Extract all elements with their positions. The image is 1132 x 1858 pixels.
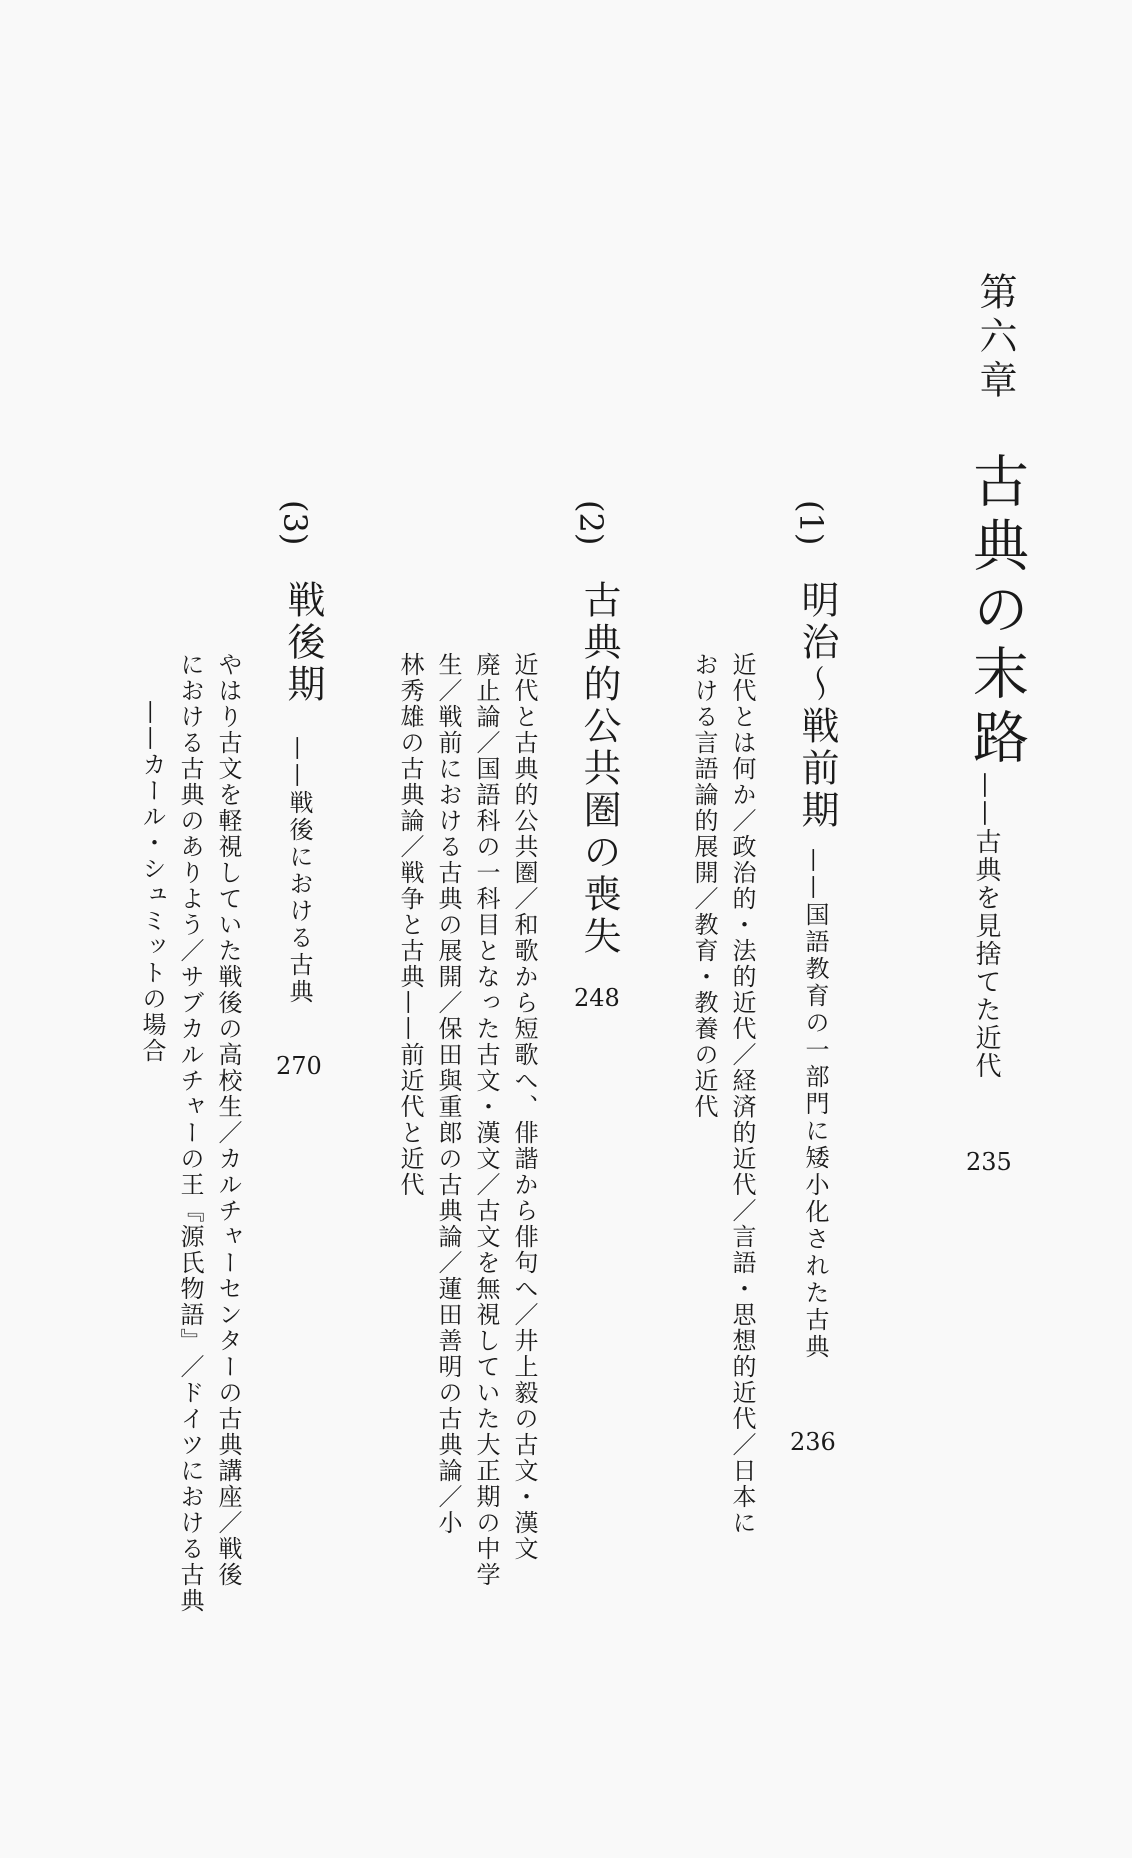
section-title-2: 古典的公共圏の喪失 — [577, 580, 621, 958]
section-page-number-3: 270 — [276, 1052, 322, 1080]
section-title-1: 明治〜戦前期 — [795, 580, 839, 832]
section-subtitle-1: ——国語教育の一部門に矮小化された古典 — [801, 848, 829, 1361]
section-title-3: 戦後期 — [281, 580, 325, 706]
section-3-body-line-1: やはり古文を軽視していた戦後の高校生／カルチャーセンターの古典講座／戦後 — [214, 652, 242, 1588]
section-page-number-1: 236 — [790, 1428, 836, 1456]
chapter-title: 古典の末路 — [964, 452, 1029, 772]
section-3-body-line-3: ——カール・シュミットの場合 — [138, 700, 166, 1064]
section-1-body-line-2: おける言語論的展開／教育・教養の近代 — [690, 652, 718, 1120]
section-number-2: (2) — [572, 500, 610, 546]
section-2-body-line-3: 生／戦前における古典の展開／保田與重郎の古典論／蓮田善明の古典論／小 — [434, 652, 462, 1536]
section-1-body-line-1: 近代とは何か／政治的・法的近代／経済的近代／言語・思想的近代／日本に — [728, 652, 756, 1536]
section-number-1: (1) — [792, 500, 830, 546]
section-3-body-line-2: における古典のありよう／サブカルチャーの王『源氏物語』／ドイツにおける古典 — [176, 652, 204, 1614]
chapter-number: 第六章 — [973, 272, 1017, 404]
section-2-body-line-1: 近代と古典的公共圏／和歌から短歌へ、俳諧から俳句へ／井上毅の古文・漢文 — [510, 652, 538, 1562]
chapter-page-number: 235 — [966, 1148, 1012, 1176]
section-2-body-line-2: 廃止論／国語科の一科目となった古文・漢文／古文を無視していた大正期の中学 — [472, 652, 500, 1588]
section-2-body-line-4: 林秀雄の古典論／戦争と古典——前近代と近代 — [396, 652, 424, 1198]
chapter-subtitle: ——古典を見捨てた近代 — [971, 772, 1001, 1080]
section-subtitle-3: ——戦後における古典 — [285, 736, 313, 1006]
section-number-3: (3) — [276, 500, 314, 546]
section-page-number-2: 248 — [574, 984, 620, 1012]
